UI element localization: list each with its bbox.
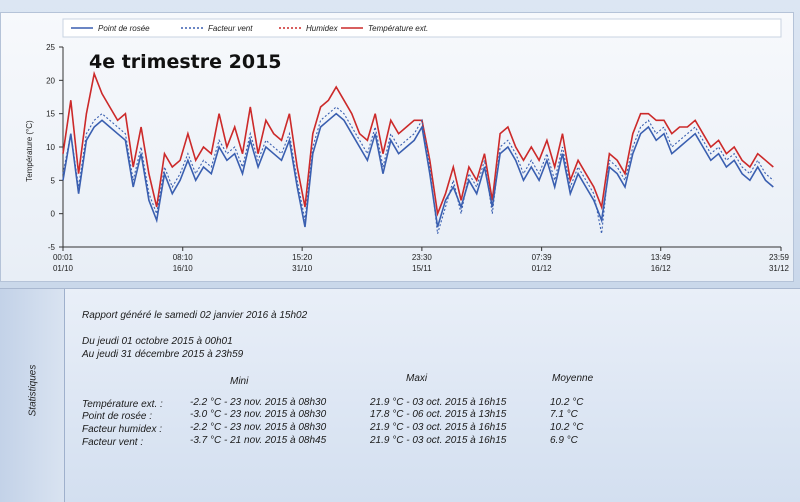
row-maxi: 21.9 °C - 03 oct. 2015 à 16h15 (370, 422, 507, 433)
x-tick-date: 31/10 (292, 264, 313, 273)
x-tick-time: 07:39 (531, 253, 552, 262)
y-ticks (46, 43, 63, 252)
row-mini: -3.0 °C - 23 nov. 2015 à 08h30 (190, 409, 327, 420)
x-tick-date: 31/12 (768, 264, 789, 273)
y-axis-label: Température (°C) (25, 120, 34, 182)
x-tick-time: 23:59 (768, 253, 789, 262)
row-maxi: 21.9 °C - 03 oct. 2015 à 16h15 (370, 397, 507, 408)
series-line-0 (63, 114, 773, 227)
report-generated: Rapport généré le samedi 02 janvier 2016 à 15h02 (82, 310, 308, 321)
legend (71, 24, 428, 33)
x-tick-date: 01/10 (52, 264, 74, 273)
legend-entry: Température ext. (368, 24, 429, 33)
row-maxi: 17.8 °C - 06 oct. 2015 à 13h15 (370, 409, 507, 420)
header-maxi: Maxi (406, 373, 428, 384)
x-tick-time: 08:10 (172, 253, 193, 262)
y-tick-label: 0 (50, 209, 55, 219)
row-maxi: 21.9 °C - 03 oct. 2015 à 16h15 (370, 435, 507, 446)
row-moyenne: 10.2 °C (550, 397, 584, 408)
chart-panel (0, 12, 794, 282)
x-tick-time: 15:20 (292, 253, 313, 262)
statistics-label: Statistiques (27, 364, 39, 417)
x-ticks (53, 247, 790, 273)
x-tick-date: 15/11 (412, 264, 432, 273)
statistics-sidebar (0, 289, 65, 502)
x-tick-date: 01/12 (531, 264, 552, 273)
chart-title: 4e trimestre 2015 (89, 51, 282, 73)
x-tick-date: 16/10 (172, 264, 193, 273)
y-tick-label: 15 (46, 109, 55, 119)
row-label: Point de rosée : (82, 411, 153, 422)
y-tick-label: 20 (46, 76, 55, 86)
row-label: Facteur vent : (82, 437, 144, 448)
y-tick-label: -5 (47, 243, 55, 252)
x-tick-time: 13:49 (650, 253, 671, 262)
series-line-2 (63, 74, 773, 214)
x-tick-time: 23:30 (411, 253, 432, 262)
row-mini: -3.7 °C - 21 nov. 2015 à 08h45 (190, 435, 327, 446)
y-tick-label: 25 (46, 43, 55, 52)
period-from: Du jeudi 01 octobre 2015 à 00h01 (82, 336, 233, 347)
temperature-chart (1, 13, 793, 281)
header-moyenne: Moyenne (552, 373, 594, 384)
legend-entry: Point de rosée (98, 24, 150, 33)
x-tick-time: 00:01 (52, 253, 74, 262)
row-label: Facteur humidex : (82, 424, 163, 435)
row-label: Température ext. : (82, 399, 163, 410)
legend-entry: Facteur vent (208, 24, 253, 33)
row-moyenne: 10.2 °C (550, 422, 584, 433)
period-to: Au jeudi 31 décembre 2015 à 23h59 (82, 349, 244, 360)
header-mini: Mini (230, 376, 249, 387)
statistics-panel (0, 288, 800, 502)
series-group (63, 74, 773, 234)
row-moyenne: 7.1 °C (550, 409, 578, 420)
row-mini: -2.2 °C - 23 nov. 2015 à 08h30 (190, 397, 327, 408)
x-tick-date: 16/12 (650, 264, 671, 273)
row-moyenne: 6.9 °C (550, 435, 578, 446)
legend-entry: Humidex (306, 24, 338, 33)
row-mini: -2.2 °C - 23 nov. 2015 à 08h30 (190, 422, 327, 433)
y-tick-label: 10 (46, 143, 55, 152)
series-line-3 (63, 74, 773, 214)
y-tick-label: 5 (50, 176, 55, 186)
